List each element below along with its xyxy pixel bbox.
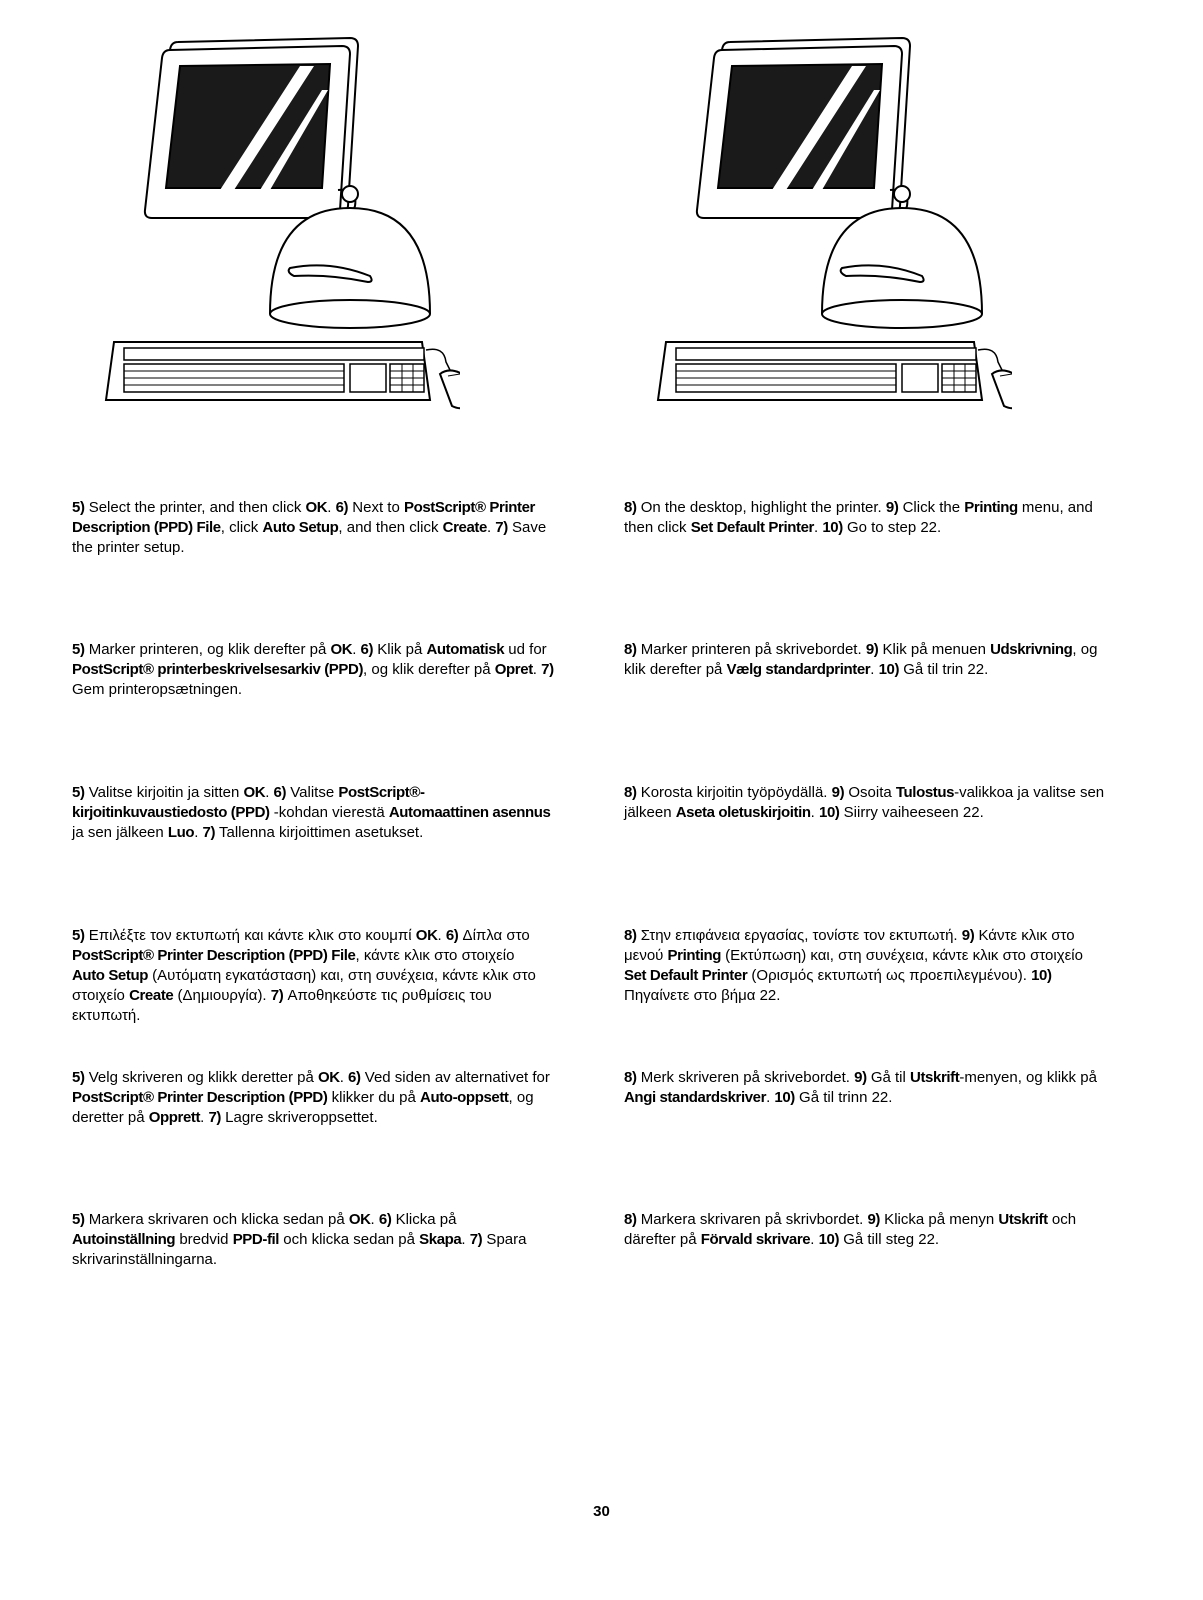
text-run: Δίπλα στο <box>458 927 530 944</box>
bold-term: 5) <box>72 1211 85 1228</box>
bold-term: 5) <box>72 499 85 516</box>
bold-term: 5) <box>72 641 85 658</box>
bold-term: 7) <box>495 519 508 536</box>
text-run: Siirry vaiheeseen 22. <box>839 804 984 821</box>
text-run: Επιλέξτε τον εκτυπωτή και κάντε κλικ στο κουμπί <box>84 927 416 944</box>
text-run: Klicka på menyn <box>880 1211 999 1228</box>
text-run: , og deretter på <box>72 1089 534 1126</box>
text-run: On the desktop, highlight the printer. <box>636 499 886 516</box>
bold-term: 9) <box>831 784 845 801</box>
text-run: och därefter på <box>624 1211 1077 1248</box>
bold-term: Vælg standardprinter <box>726 661 871 678</box>
bold-term: OK <box>318 1069 340 1086</box>
text-run: Markera skrivaren på skrivbordet. <box>636 1211 868 1228</box>
bold-term: Create <box>129 987 174 1004</box>
text-run: . <box>813 519 823 536</box>
bold-term: Opret <box>494 661 533 678</box>
bold-term: PPD-fil <box>232 1231 280 1248</box>
text-run: Klik på <box>373 641 427 658</box>
text-run: . <box>265 784 274 801</box>
text-run: Gå til trin 22. <box>899 661 989 678</box>
bold-term: 6) <box>445 927 459 944</box>
bold-term: Tulostus <box>895 784 955 801</box>
bold-term: Luo <box>167 824 195 841</box>
bold-term: Skapa <box>419 1231 462 1248</box>
bold-term: Autoinställning <box>72 1231 176 1248</box>
text-run: Στην επιφάνεια εργασίας, τονίστε τον εκτυπωτή. <box>636 927 962 944</box>
text-run: . <box>194 824 203 841</box>
bold-term: 9) <box>854 1069 867 1086</box>
text-run: (Εκτύπωση) και, στη συνέχεια, κάντε κλικ στο στοιχείο <box>721 947 1083 964</box>
text-run: (Αυτόματη εγκατάσταση) και, στη συνέχεια, κάντε κλικ στο στοιχείο <box>72 967 536 1004</box>
text-run: Tallenna kirjoittimen asetukset. <box>215 824 424 841</box>
bold-term: Set Default Printer <box>624 967 748 984</box>
instructions-el-right <box>624 926 1104 1006</box>
bold-term: 8) <box>624 784 637 801</box>
text-run: Velg skriveren og klikk deretter på <box>84 1069 318 1086</box>
bold-term: 7) <box>270 987 284 1004</box>
text-run: , og klik derefter på <box>624 641 1098 678</box>
text-run: . <box>437 927 446 944</box>
bold-term: 8) <box>624 1069 637 1086</box>
bold-term: 6) <box>360 641 374 658</box>
bold-term: 6) <box>378 1211 392 1228</box>
imac-computer-icon <box>652 30 1012 420</box>
bold-term: 9) <box>885 499 899 516</box>
imac-computer-icon <box>100 30 460 420</box>
text-run: Klik på menuen <box>878 641 991 658</box>
instructions-el-left <box>72 926 542 1026</box>
text-run: . <box>810 1231 819 1248</box>
bold-term: Automaattinen asennus <box>388 804 551 821</box>
text-run: Gem printeropsætningen. <box>72 681 243 698</box>
bold-term: 7) <box>469 1231 483 1248</box>
bold-term: 5) <box>72 784 85 801</box>
text-run: Κάντε κλικ στο μενού <box>624 927 1075 964</box>
bold-term: 6) <box>348 1069 361 1086</box>
text-run: Go to step 22. <box>842 519 942 536</box>
instructions-sv-left <box>72 1210 562 1270</box>
text-run: Gå til trinn 22. <box>794 1089 893 1106</box>
bold-term: 10) <box>822 519 843 536</box>
bold-term: 6) <box>273 784 287 801</box>
bold-term: PostScript® printerbeskrivelsesarkiv (PPD) <box>72 661 364 678</box>
bold-term: 8) <box>624 499 637 516</box>
text-run: Αποθηκεύστε τις ρυθμίσεις του εκτυπωτή. <box>72 987 492 1024</box>
text-run: Save the printer setup. <box>72 519 547 556</box>
bold-term: Förvald skrivare <box>700 1231 811 1248</box>
bold-term: OK <box>330 641 353 658</box>
bold-term: Create <box>442 519 487 536</box>
bold-term: 5) <box>72 927 85 944</box>
text-run: Ved siden av alternativet for <box>360 1069 550 1086</box>
text-run: Spara skrivarinställningarna. <box>72 1231 527 1268</box>
text-run: . <box>370 1211 379 1228</box>
bold-term: Opprett <box>148 1109 201 1126</box>
bold-term: 10) <box>878 661 900 678</box>
text-run: (Ορισμός εκτυπωτή ως προεπιλεγμένου). <box>747 967 1032 984</box>
text-run: Klicka på <box>391 1211 457 1228</box>
bold-term: PostScript®-kirjoitinkuvaustiedosto (PPD) <box>72 784 425 821</box>
text-run: Valitse kirjoitin ja sitten <box>84 784 244 801</box>
text-run: . <box>327 499 336 516</box>
text-run: Gå til <box>866 1069 911 1086</box>
bold-term: PostScript® Printer Description (PPD) File <box>72 499 535 536</box>
bold-term: OK <box>305 499 328 516</box>
bold-term: OK <box>243 784 266 801</box>
instructions-da-right <box>624 640 1114 680</box>
text-run: Next to <box>348 499 404 516</box>
text-run: . <box>352 641 361 658</box>
bold-term: 6) <box>335 499 349 516</box>
page-number: 30 <box>593 1503 610 1520</box>
text-run: Πηγαίνετε στο βήμα 22. <box>624 987 781 1004</box>
bold-term: Automatisk <box>426 641 505 658</box>
text-run: Marker printeren, og klik derefter på <box>84 641 331 658</box>
bold-term: Auto Setup <box>262 519 339 536</box>
bold-term: Printing <box>667 947 722 964</box>
bold-term: Auto Setup <box>72 967 148 984</box>
imac-illustration-left <box>100 30 460 420</box>
text-run: Valitse <box>286 784 339 801</box>
text-run: bredvid <box>175 1231 233 1248</box>
text-run: klikker du på <box>327 1089 421 1106</box>
bold-term: 10) <box>818 1231 840 1248</box>
text-run: ja sen jälkeen <box>72 824 168 841</box>
bold-term: 10) <box>774 1089 795 1106</box>
instructions-da-left <box>72 640 562 700</box>
bold-term: 5) <box>72 1069 85 1086</box>
bold-term: Udskrivning <box>990 641 1073 658</box>
bold-term: 9) <box>865 641 879 658</box>
text-run: Markera skrivaren och klicka sedan på <box>84 1211 349 1228</box>
bold-term: Set Default Printer <box>690 519 814 536</box>
text-run: , and then click <box>338 519 443 536</box>
instructions-no-right <box>624 1068 1114 1108</box>
instructions-fi-right <box>624 783 1114 823</box>
text-run: Select the printer, and then click <box>84 499 306 516</box>
text-run: Korosta kirjoitin työpöydällä. <box>636 784 832 801</box>
bold-term: 8) <box>624 641 637 658</box>
text-run: Gå till steg 22. <box>839 1231 940 1248</box>
instructions-sv-right <box>624 1210 1114 1250</box>
bold-term: 8) <box>624 1211 637 1228</box>
text-run: , click <box>220 519 263 536</box>
text-run: . <box>766 1089 775 1106</box>
text-run: . <box>870 661 879 678</box>
text-run: . <box>486 519 496 536</box>
text-run: . <box>532 661 542 678</box>
text-run: . <box>200 1109 209 1126</box>
text-run: ud for <box>504 641 547 658</box>
bold-term: Auto-oppsett <box>420 1089 509 1106</box>
bold-term: 7) <box>541 661 554 678</box>
bold-term: Printing <box>964 499 1018 516</box>
bold-term: Utskrift <box>998 1211 1048 1228</box>
text-run: menu, and then click <box>624 499 1093 536</box>
instructions-en-right <box>624 498 1114 538</box>
text-run: -valikkoa ja valitse sen jälkeen <box>624 784 1105 821</box>
text-run: Osoita <box>844 784 896 801</box>
bold-term: PostScript® Printer Description (PPD) File <box>72 947 356 964</box>
instructions-en-left <box>72 498 562 558</box>
bold-term: 8) <box>624 927 637 944</box>
bold-term: 10) <box>819 804 840 821</box>
text-run: . <box>339 1069 349 1086</box>
bold-term: 7) <box>208 1109 221 1126</box>
text-run: och klicka sedan på <box>279 1231 420 1248</box>
text-run: . <box>461 1231 470 1248</box>
imac-illustration-right <box>652 30 1012 420</box>
text-run: Lagre skriveroppsettet. <box>220 1109 378 1126</box>
instructions-fi-left <box>72 783 562 843</box>
bold-term: Angi standardskriver <box>624 1089 767 1106</box>
bold-term: 9) <box>867 1211 881 1228</box>
bold-term: 10) <box>1031 967 1052 984</box>
bold-term: OK <box>415 927 438 944</box>
bold-term: Aseta oletuskirjoitin <box>675 804 811 821</box>
bold-term: Utskrift <box>910 1069 960 1086</box>
bold-term: 7) <box>202 824 216 841</box>
bold-term: 9) <box>961 927 975 944</box>
text-run: , og klik derefter på <box>363 661 495 678</box>
text-run: -menyen, og klikk på <box>959 1069 1097 1086</box>
text-run: Merk skriveren på skrivebordet. <box>636 1069 855 1086</box>
text-run: Marker printeren på skrivebordet. <box>636 641 866 658</box>
text-run: . <box>810 804 820 821</box>
text-run: (Δημιουργία). <box>173 987 271 1004</box>
bold-term: OK <box>348 1211 371 1228</box>
instructions-no-left <box>72 1068 562 1128</box>
bold-term: PostScript® Printer Description (PPD) <box>72 1089 328 1106</box>
text-run: Click the <box>898 499 965 516</box>
text-run: -kohdan vierestä <box>269 804 389 821</box>
text-run: , κάντε κλικ στο στοιχείο <box>355 947 515 964</box>
